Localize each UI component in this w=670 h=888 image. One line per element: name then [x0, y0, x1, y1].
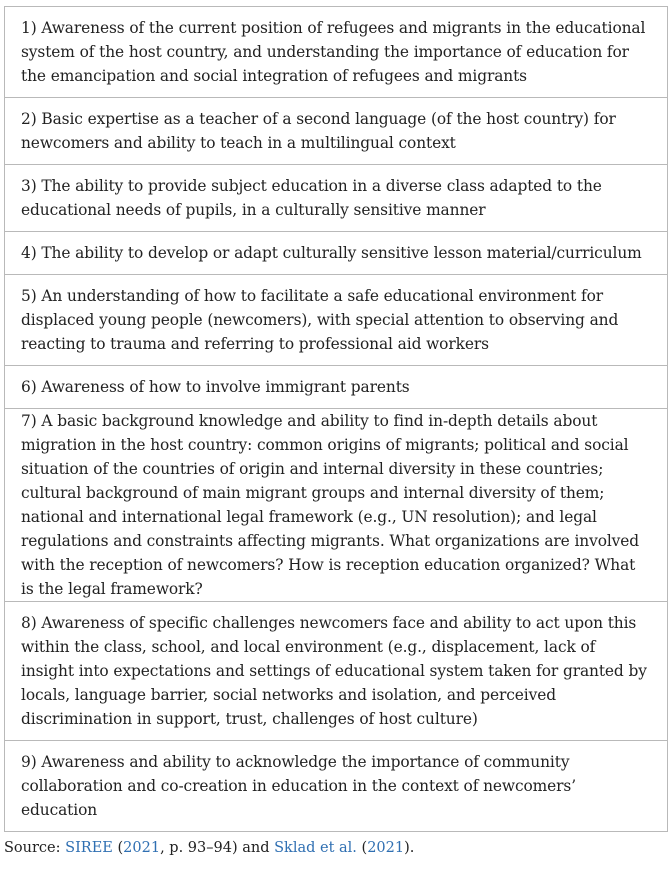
competences-table	[4, 6, 668, 832]
competence-cell: 1) Awareness of the current position of refugees and migrants in the educational system of the host country, and understanding the importance of education for the emancipation and social integration of refugees and migrants	[5, 7, 668, 98]
competence-cell: 4) The ability to develop or adapt culturally sensitive lesson material/curriculum	[5, 232, 668, 275]
competence-cell: 7) A basic background knowledge and ability to find in-depth details about migration in the host country: common origins of migrants; political and social situation of the countries of origin and internal diversity in these countries; cultural background of main migrant groups and internal diversity of them; national and international legal framework (e.g., UN resolution); and legal regulations and constraints affecting migrants. What organizations are involved with the reception of newcomers? How is reception education organized? What is the legal framework?	[5, 409, 668, 602]
table-row	[5, 275, 668, 366]
source-close: ).	[404, 840, 415, 856]
competence-cell: 8) Awareness of specific challenges newcomers face and ability to act upon this within the class, school, and local environment (e.g., displacement, lack of insight into expectations and settings of educational system taken for granted by locals, language barrier, social networks and isolation, and perceived discrimination in support, trust, challenges of host culture)	[5, 602, 668, 741]
sklad-link[interactable]: Sklad et al.	[274, 840, 357, 856]
document	[4, 6, 668, 858]
source-note	[4, 838, 668, 858]
table-row	[5, 602, 668, 741]
siree-link[interactable]: SIREE	[65, 840, 113, 856]
table-row	[5, 98, 668, 165]
table-row	[5, 232, 668, 275]
table-row	[5, 165, 668, 232]
table-row	[5, 7, 668, 98]
table-row	[5, 741, 668, 832]
sklad-year-link[interactable]: 2021	[367, 840, 405, 856]
competence-cell: 9) Awareness and ability to acknowledge the importance of community collaboration and co-creation in education in the context of newcomers’ education	[5, 741, 668, 832]
competence-cell: 5) An understanding of how to facilitate a safe educational environment for displaced young people (newcomers), with special attention to observing and reacting to trauma and referring to professional aid workers	[5, 275, 668, 366]
competence-cell: 6) Awareness of how to involve immigrant parents	[5, 366, 668, 409]
source-paren-open-1: (	[112, 840, 124, 856]
siree-year-link[interactable]: 2021	[123, 840, 161, 856]
table-row	[5, 409, 668, 602]
table-row	[5, 366, 668, 409]
source-prefix: Source:	[4, 840, 66, 856]
competence-cell: 2) Basic expertise as a teacher of a second language (of the host country) for newcomers and ability to teach in a multilingual context	[5, 98, 668, 165]
source-pages: , p. 93–94) and	[160, 840, 275, 856]
source-paren-open-2: (	[356, 840, 368, 856]
competence-cell: 3) The ability to provide subject education in a diverse class adapted to the educational needs of pupils, in a culturally sensitive manner	[5, 165, 668, 232]
